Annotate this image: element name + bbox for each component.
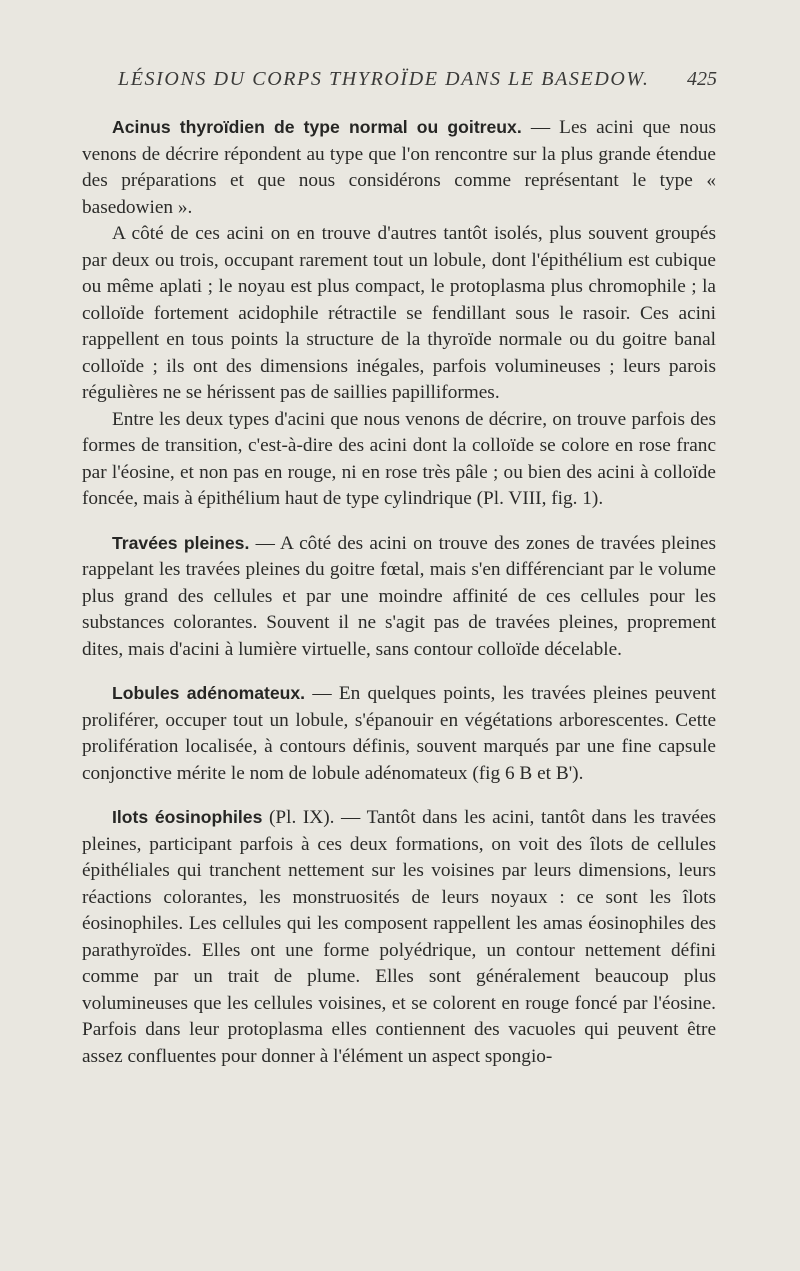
paragraph-lobules-adenomateux bbox=[82, 680, 716, 787]
heading-travees-pleines: Travées pleines. bbox=[112, 532, 250, 553]
paragraph-text: — A côté des acini on trouve des zones de travées pleines rappelant les travées pleines du goitre fœtal, mais s'en différenciant par le volume plus grand des cellules et par une moindre affinité de ces cellules pour les substances colorantes. Souvent il ne s'agit pas de travées pleines, proprement dites, mais d'acini à lumière virtuelle, sans contour colloïde décelable. bbox=[82, 532, 716, 660]
paragraph-transition-forms bbox=[82, 407, 716, 513]
paragraph-text: (Pl. IX). — Tantôt dans les acini, tantôt dans les travées pleines, participant parfois à ces deux formations, on voit des îlots de cellules épithéliales qui tranchent nettement sur les voisines par leurs dimensions, leurs réactions colorantes, les monstruosités de leurs noyaux : ce sont les îlots éosinophiles. Les cellules qui les composent rappellent les amas éosinophiles des parathyroïdes. Elles ont une forme polyédrique, un contour nettement défini comme par un trait de plume. Elles sont généralement beaucoup plus volumineuses que les cellules voisines, et se colorent en rouge foncé par l'éosine. Parfois dans leur protoplasma elles contiennent des vacuoles qui peuvent être assez confluentes pour donner à l'élément un aspect spongio- bbox=[82, 807, 717, 1067]
paragraph-text: — Les acini que nous venons de décrire répondent au type que l'on rencontre sur la plus grande étendue des préparations et que nous considérons comme représentant le type « basedowien ». bbox=[82, 117, 716, 218]
body-text bbox=[82, 114, 716, 1070]
heading-lobules-adenomateux: Lobules adénomateux. bbox=[112, 683, 306, 703]
page-number: 425 bbox=[687, 68, 717, 90]
paragraph-text: Entre les deux types d'acini que nous venons de décrire, on trouve parfois des formes de transition, c'est-à-dire des acini dont la colloïde se colore en rose franc par l'éosine, et non pas en rouge, ni en rose très pâle ; ou bien des acini à colloïde foncée, mais à épithélium haut de type cylindrique (Pl. VIII, fig. 1). bbox=[82, 408, 716, 509]
paragraph-text: A côté de ces acini on en trouve d'autres tantôt isolés, plus souvent groupés par deux ou trois, occupant rarement tout un lobule, dont l'épithélium est cubique ou même aplati ; le noyau est plus compact, le protoplasma plus chromophile ; la colloïde fortement acidophile rétractile se fendillant sous le rasoir. Ces acini rappellent en tous points la structure de la thyroïde normale ou du goitre banal colloïde ; ils ont des dimensions inégales, parfois volumineuses ; leurs parois régulières ne se hérissent pas de saillies papilliformes. bbox=[82, 223, 716, 403]
paragraph-travees-pleines bbox=[82, 530, 716, 664]
paragraph-acinus-normal bbox=[82, 114, 716, 221]
paragraph-ilots-eosinophiles bbox=[82, 804, 716, 1070]
paragraph-other-acini bbox=[82, 221, 716, 407]
running-header bbox=[118, 68, 717, 94]
heading-ilots-eosinophiles: Ilots éosinophiles bbox=[112, 807, 263, 827]
running-title: LÉSIONS DU CORPS THYROÏDE DANS LE BASEDOW. bbox=[118, 68, 650, 90]
paragraph-text: — En quelques points, les travées pleines peuvent proliférer, occuper tout un lobule, s'épanouir en végétations arborescentes. Cette prolifération localisée, à contours définis, souvent marqués par une fine capsule conjonctive mérite le nom de lobule adénomateux (fig 6 B et B'). bbox=[82, 683, 716, 784]
heading-acinus-normal: Acinus thyroïdien de type normal ou goitreux. bbox=[112, 117, 522, 137]
